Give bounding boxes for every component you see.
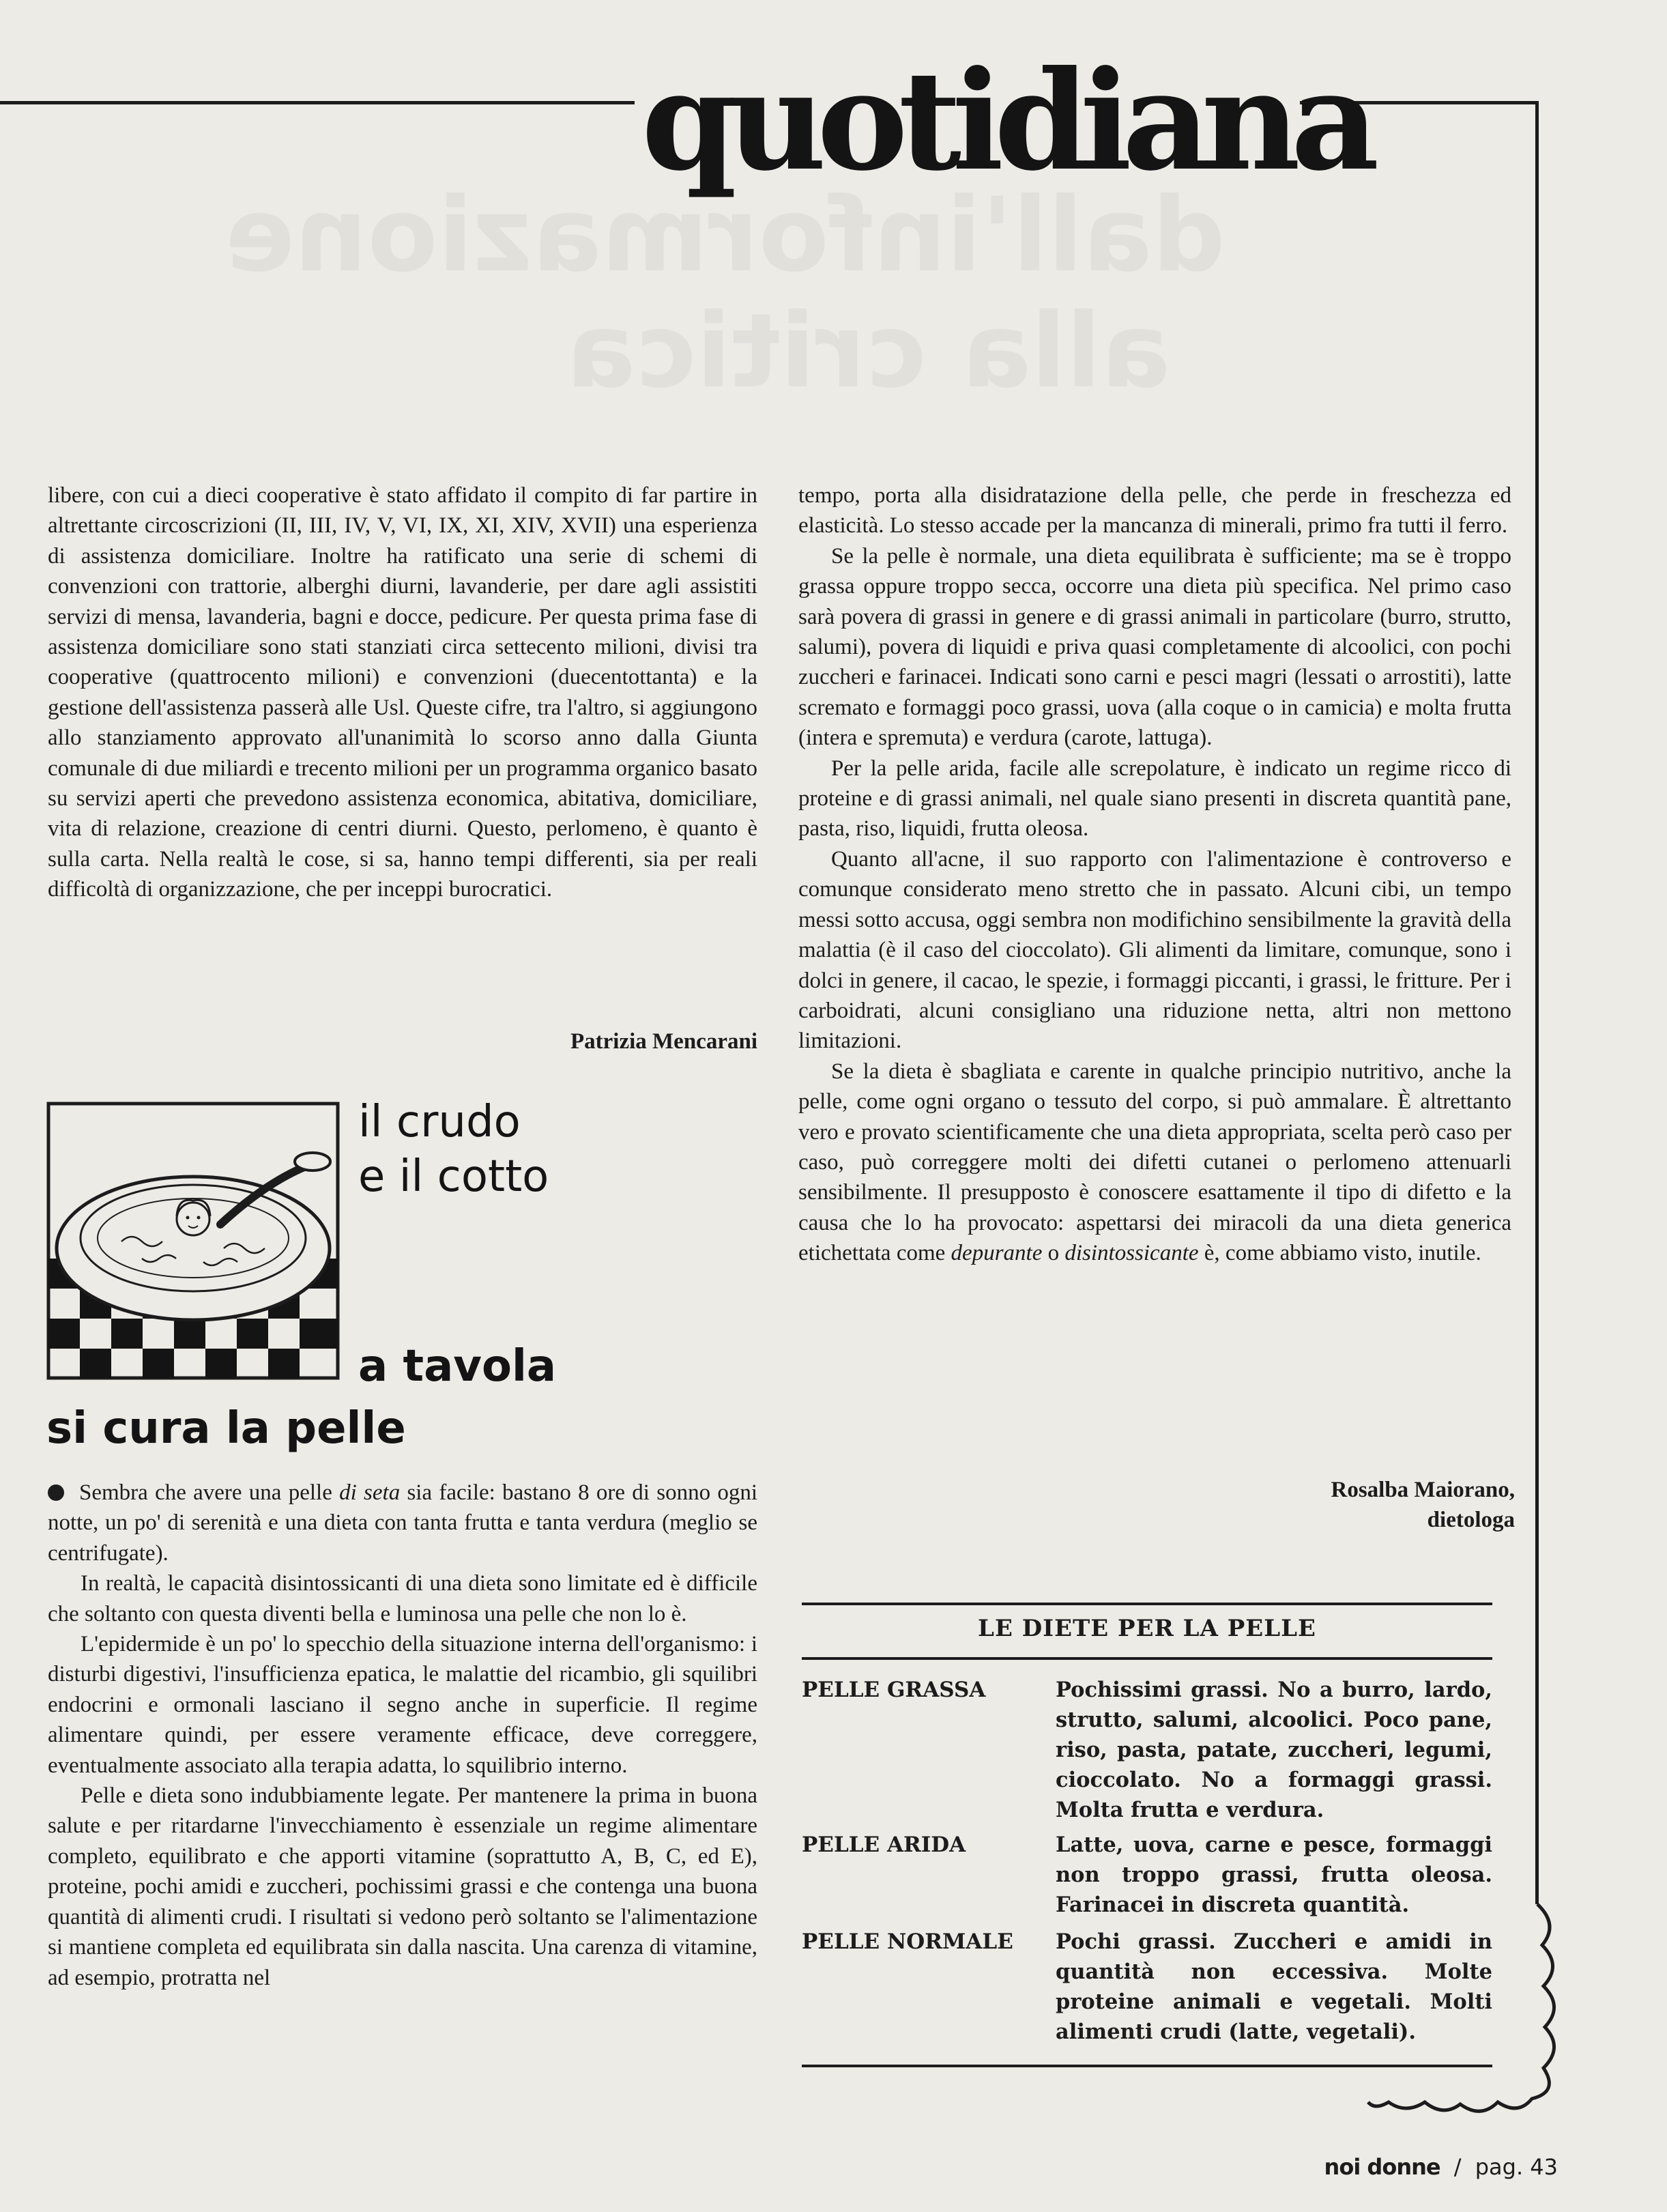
heading-line-2: e il cotto (358, 1151, 549, 1202)
article-right-column (798, 480, 1511, 1269)
paragraph: Per la pelle arida, facile alle screpolature, è indicato un regime ricco di proteine e di grassi animali, nel quale siano presenti in discreta quantità pane, pasta, riso, liquidi, frutta oleosa. (798, 756, 1511, 842)
signature-role: dietologa (1427, 1508, 1515, 1532)
left-column-top (48, 480, 757, 905)
signature-name: Rosalba Maiorano, (1331, 1478, 1515, 1502)
page-number: pag. 43 (1475, 2154, 1558, 2180)
table-value: Pochissimi grassi. No a burro, lardo, strutto, salumi, alcoolici. Poco pane, riso, pasta, patate, zuccheri, legumi, cioccolato. No a formaggi grassi. Molta frutta e verdura. (1056, 1678, 1492, 1822)
paragraph: Quanto all'acne, il suo rapporto con l'alimentazione è controverso e comunque considerato meno stretto che in passato. Alcuni cibi, un tempo messi sotto accusa, oggi sembra non modifichino sensibilmente la gravità della malattia (è il caso del cioccolato). Gli alimenti da limitare, comunque, sono i dolci in genere, il cacao, le spezie, i formaggi piccanti, i grassi, le fritture. Per i carboidrati, alcuni consigliano una riduzione netta, altri non mettono limitazioni. (798, 846, 1511, 1054)
heading-line-1: il crudo (358, 1097, 521, 1147)
table-key: PELLE ARIDA (802, 1833, 966, 1857)
heading-line-3: a tavola (358, 1341, 557, 1392)
page-frame-right (1535, 102, 1539, 1904)
paragraph: L'epidermide è un po' lo specchio della situazione interna dell'organismo: i disturbi digestivi, l'insufficienza epatica, le malattie del ricambio, gli squilibri endocrini e ormonali lasciano il segno anche in superficie. Il regime alimentare quindi, per essere veramente efficace, deve correggere, eventualmente associato alla terapia adatta, lo squilibrio interno. (48, 1632, 757, 1778)
wavy-border-decoration (1365, 1897, 1569, 2123)
paragraph-intro: Sembra che avere una pelle di seta sia facile: bastano 8 ore di sonno ogni notte, un po' di serenità e una dieta con tanta frutta e tanta verdura (meglio se centrifugate). (48, 1480, 757, 1566)
illustration-bowl (46, 1102, 340, 1380)
ghost-line-1: dall'informazione (225, 176, 1226, 295)
paragraph: Se la pelle è normale, una dieta equilibrata è sufficiente; ma se è troppo grassa oppure troppo secca, occorre una dieta più specifica. Nel primo caso sarà povera di grassi in genere e di grassi animali in particolare (burro, strutto, salumi), povera di liquidi e priva quasi completamente di alcoolici, con pochi zuccheri e farinacei. Indicati sono carni e pesci magri (lessati o arrostiti), latte scremato e formaggi poco grassi, uova (alla coque o in camicia) e molta frutta (intera e spremuta) e verdura (carote, lattuga). (798, 543, 1511, 751)
paragraph: Pelle e dieta sono indubbiamente legate. Per mantenere la prima in buona salute e per ritardarne l'invecchiamento è essenziale un regime alimentare completo, equilibrato e che apporti vitamine (soprattutto A, B, C, ed E), proteine, pochi amidi e zuccheri, pochissimi grassi e che contenga una buona quantità di alimenti crudi. I risultati si vedono però soltanto se l'alimentazione si mantiene completa ed equilibrata sin dalla nascita. Una carenza di vitamine, ad esempio, protratta nel (48, 1783, 757, 1990)
paragraph: libere, con cui a dieci cooperative è stato affidato il compito di far partire in altrettante circoscrizioni (II, III, IV, V, VI, IX, XI, XIV, XVII) una esperienza di assistenza domiciliare. Inoltre ha ratificato una serie di schemi di convenzioni con trattorie, alberghi diurni, lavanderie, per dare agli assistiti servizi di mensa, lavanderia, bagni e docce, pedicure. Per questa prima fase di assistenza domiciliare sono stati stanziati circa settecento milioni, divisi tra cooperative (quattrocento milioni) e convenzioni (duecentottanta) e la gestione dell'assistenza passerà alle Usl. Queste cifre, tra l'altro, si aggiungono allo stanziamento approvato all'unanimità lo scorso anno dalla Giunta comunale di due miliardi e trecento milioni per un programma organico basato su servizi aperti che prevedono assistenza economica, abitativa, domiciliare, vita di relazione, creazione di centri diurni. Questo, perlomeno, è quanto è sulla carta. Nella realtà le cose, si sa, hanno tempi differenti, sia per reali difficoltà di organizzazione, che per inceppi burocratici. (48, 483, 757, 902)
signature-mencarani: Patrizia Mencarani (570, 1029, 757, 1054)
table-key: PELLE GRASSA (802, 1678, 986, 1702)
bullet-icon (48, 1484, 64, 1501)
brand-logo: noi donne (1324, 2154, 1440, 2180)
masthead-title: quotidiana (641, 41, 1370, 201)
table-rule-top (802, 1603, 1492, 1605)
table-rule-mid (802, 1657, 1492, 1660)
signature-maiorano (1092, 1475, 1515, 1535)
table-key: PELLE NORMALE (802, 1929, 1013, 1954)
paragraph: tempo, porta alla disidratazione della pelle, che perde in freschezza ed elasticità. Lo stesso accade per la mancanza di minerali, primo fra tutti il ferro. (798, 483, 1511, 538)
paragraph: In realtà, le capacità disintossicanti di una dieta sono limitate ed è difficile che soltanto con questa diventi bella e luminosa una pelle che non lo è. (48, 1571, 757, 1626)
table-title: LE DIETE PER LA PELLE (978, 1615, 1316, 1642)
masthead-rule-left (0, 101, 635, 104)
ghost-line-2: alla critica (566, 292, 1171, 411)
table-value: Latte, uova, carne e pesce, formaggi non troppo grassi, frutta oleosa. Farinacei in discreta quantità. (1056, 1833, 1492, 1917)
paragraph: Se la dieta è sbagliata e carente in qualche principio nutritivo, anche la pelle, come ogni organo o tessuto del corpo, si può ammalare. È altrettanto vero e provato scientificamente che una dieta appropriata, scelta però caso per caso, può correggere molti dei difetti cutanei o perlomeno attenuarli sensibilmente. Il presupposto è conoscere esattamente il tipo di difetto e la causa che lo ha provocato: aspettarsi dei miracoli da una dieta generica etichettata come depurante o disintossicante è, come abbiamo visto, inutile. (798, 1059, 1511, 1266)
heading-line-4: si cura la pelle (46, 1403, 406, 1454)
footer-separator: / (1453, 2154, 1462, 2180)
article-left-column (48, 1478, 757, 1993)
table-value: Pochi grassi. Zuccheri e amidi in quantità non eccessiva. Molte proteine animali e vegetali. Molti alimenti crudi (latte, vegetali). (1056, 1929, 1492, 2044)
page-footer (1324, 2154, 1558, 2180)
